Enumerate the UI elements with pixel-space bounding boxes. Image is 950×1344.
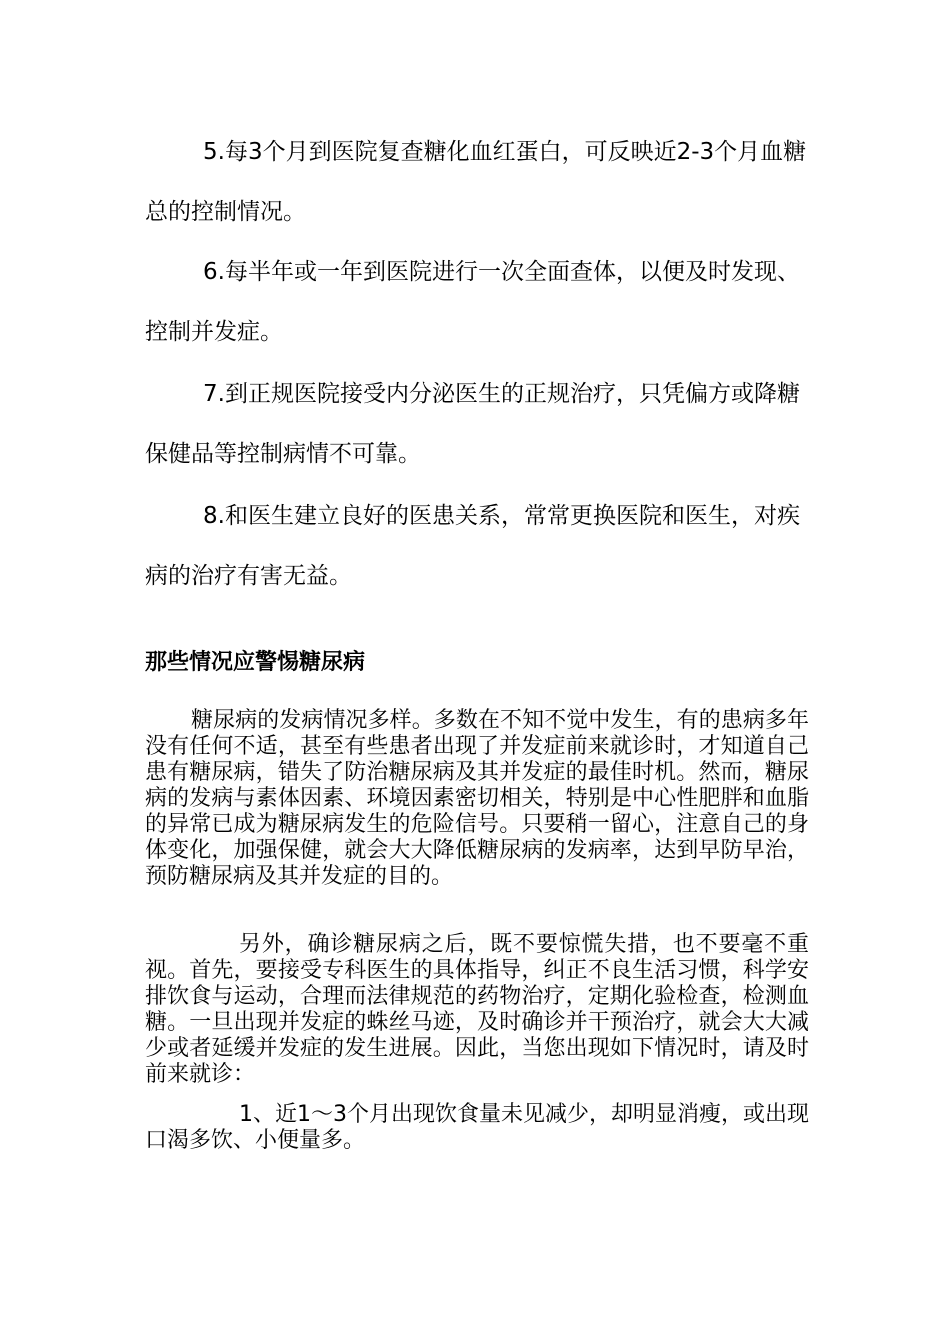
list-item-8: 8.和医生建立良好的医患关系，常常更换医院和医生，对疾病的治疗有害无益。 [145, 503, 800, 589]
body-paragraph-advice: 另外，确诊糖尿病之后，既不要惊慌失措，也不要毫不重视。首先，要接受专科医生的具体指导，纠正不良生活习惯，科学安排饮食与运动，合理而法律规范的药物治疗，定期化验检查，检测血糖。一旦出现并发症的蛛丝马迹，及时确诊并干预治疗，就会大大减少或者延缓并发症的发生进展。因此，当您出现如下情况时，请及时前来就诊： [145, 932, 809, 1087]
body-paragraph-intro: 糖尿病的发病情况多样。多数在不知不觉中发生，有的患病多年没有任何不适，甚至有些患者出现了并发症前来就诊时，才知道自己患有糖尿病，错失了防治糖尿病及其并发症的最佳时机。然而，糖尿病的发病与素体因素、环境因素密切相关，特别是中心性肥胖和血脂的异常已成为糖尿病发生的危险信号。只要稍一留心，注意自己的身体变化，加强保健，就会大大降低糖尿病的发病率，达到早防早治，预防糖尿病及其并发症的目的。 [145, 708, 809, 889]
body-paragraph-symptom-1: 1、近1～3个月出现饮食量未见减少，却明显消瘦，或出现口渴多饮、小便量多。 [145, 1102, 809, 1153]
list-item-6: 6.每半年或一年到医院进行一次全面查体，以便及时发现、控制并发症。 [145, 259, 800, 345]
section-title: 那些情况应警惕糖尿病 [145, 650, 366, 675]
list-item-7: 7.到正规医院接受内分泌医生的正规治疗，只凭偏方或降糖保健品等控制病情不可靠。 [145, 381, 800, 467]
list-item-5: 5.每3个月到医院复查糖化血红蛋白，可反映近2-3个月血糖总的控制情况。 [145, 139, 807, 225]
